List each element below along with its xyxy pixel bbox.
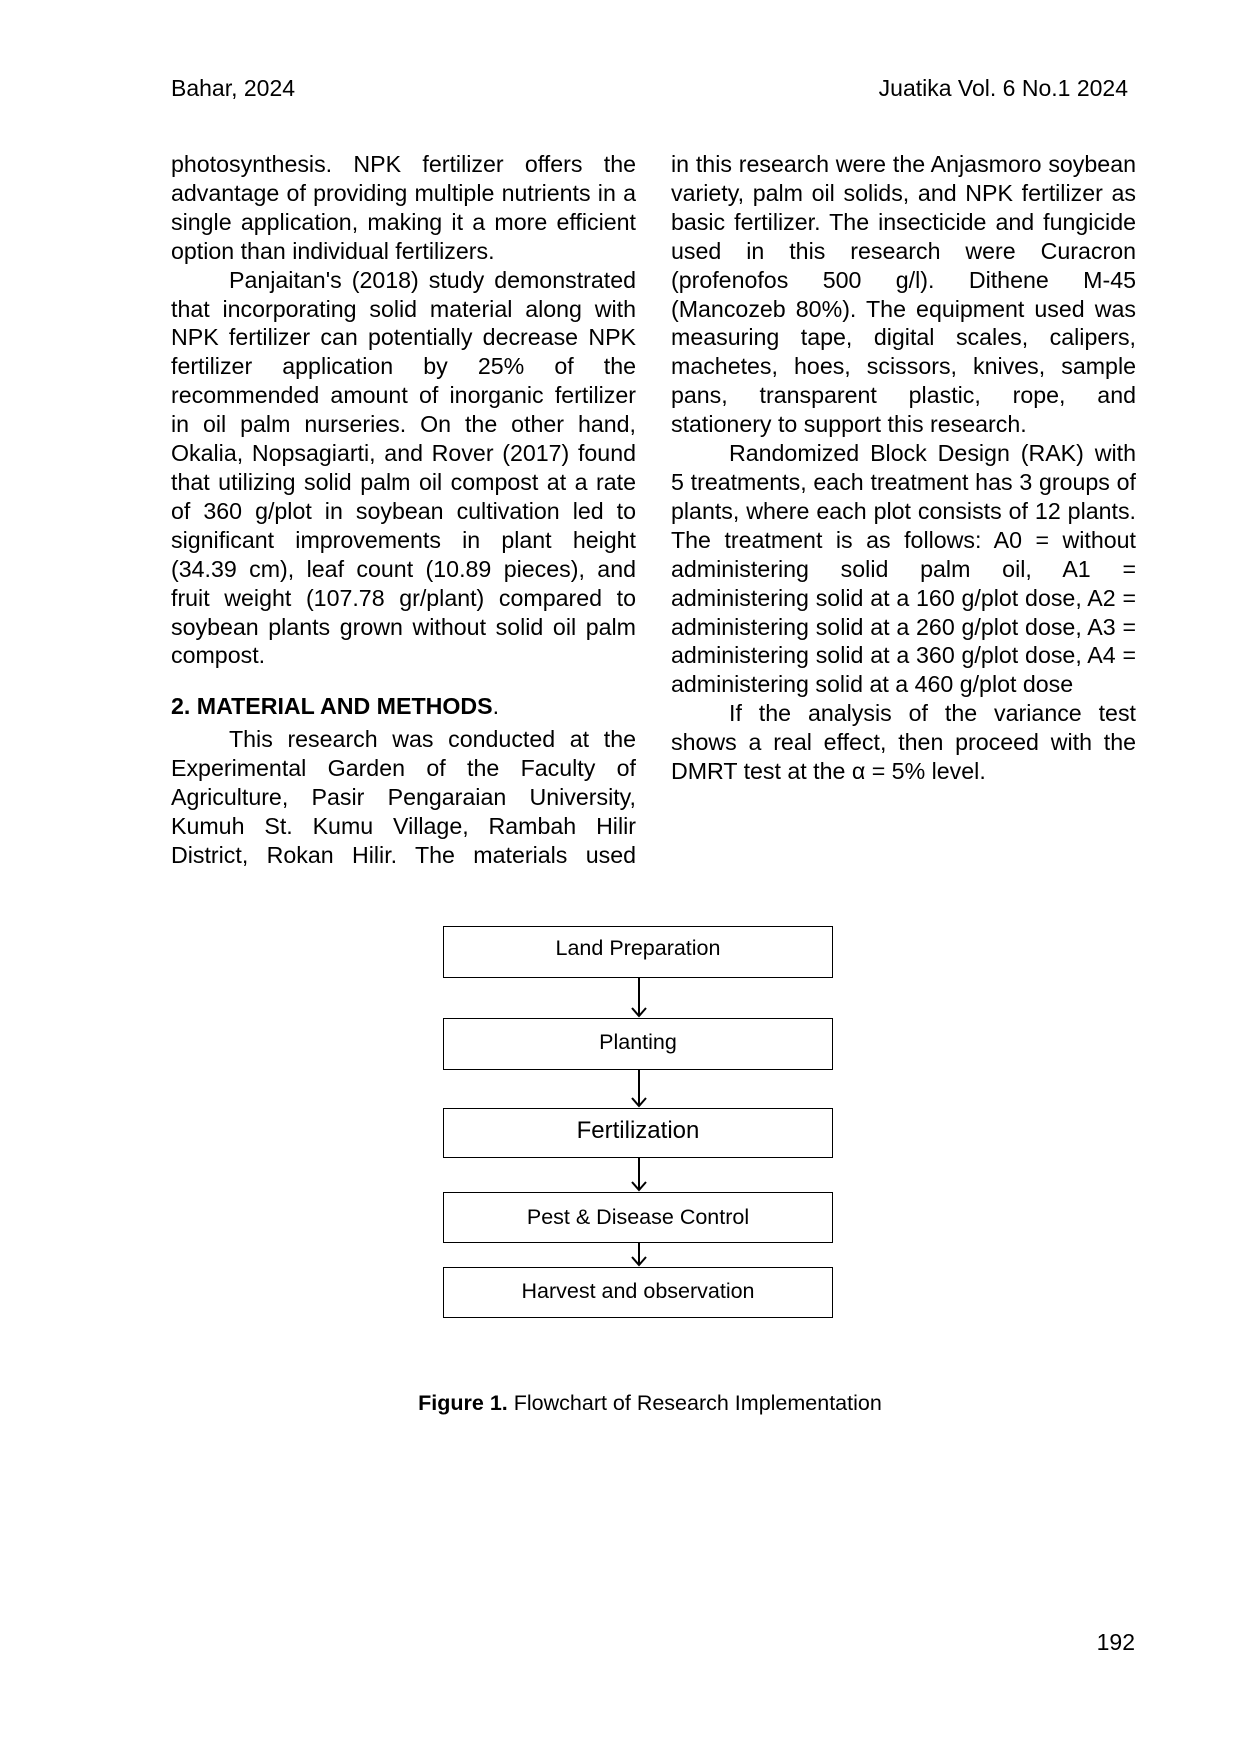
section-heading-text: 2. MATERIAL AND METHODS [171,693,493,720]
flow-arrow [629,1243,649,1267]
figure-label: Figure 1. [418,1391,508,1415]
section-heading-period: . [492,693,500,720]
flow-step-land-preparation [443,926,833,978]
figure-caption [0,1390,1240,1416]
flow-step-harvest-observation [443,1267,833,1318]
flow-arrow [629,978,649,1018]
paragraph: in this research were the Anjasmoro soybean variety, palm oil solids, and NPK fertilizer as basic fertilizer. The insecticide and fungicide used in this research were Curacron (profenofos 500 g/l). Dithene M-45 (Mancozeb 80%). The equipment used was measuring tape, digital scales, calipers, machetes, hoes, scissors, knives, sample pans, transparent plastic, rope, and stationery to support this research. [671,151,1136,438]
running-header-journal: Juatika Vol. 6 No.1 2024 [878,75,1128,101]
paragraph: photosynthesis. NPK fertilizer offers the advantage of providing multiple nutrients in a single application, making it a more efficient option than individual fertilizers. [171,151,636,264]
flow-step-planting [443,1018,833,1070]
flow-step-fertilization [443,1108,833,1158]
right-column [671,150,1136,786]
flow-step-pest-disease-control [443,1192,833,1243]
flow-arrow [629,1158,649,1192]
flow-step-label: Pest & Disease Control [526,1205,750,1229]
section-heading [171,692,636,721]
left-column [171,150,636,870]
flow-step-label: Land Preparation [555,936,721,960]
page-number: 192 [1096,1629,1135,1655]
running-header-author: Bahar, 2024 [171,75,296,101]
flow-step-label: Planting [599,1030,677,1054]
paragraph: Randomized Block Design (RAK) with 5 treatments, each treatment has 3 groups of plants, where each plot consists of 12 plants. The treatment is as follows: A0 = without administering solid palm oil, A1 = administering solid at a 160 g/plot dose, A2 = administering solid at a 260 g/plot dose, A3 = administering solid at a 360 g/plot dose, A4 = administering solid at a 460 g/plot dose [671,440,1136,698]
paragraph: This research was conducted at the Experimental Garden of the Faculty of Agriculture, Pasir Pengaraian University, Kumuh St. Kumu Village, Rambah Hilir District, Rokan Hilir. The materials used [171,726,636,868]
flow-step-label: Fertilization [576,1117,700,1144]
flow-step-label: Harvest and observation [521,1279,755,1303]
figure-caption-text: Flowchart of Research Implementation [507,1391,882,1415]
flow-arrow [629,1070,649,1108]
paragraph: If the analysis of the variance test shows a real effect, then proceed with the DMRT test at the α = 5% level. [671,700,1136,785]
paragraph: Panjaitan's (2018) study demonstrated that incorporating solid material along with NPK fertilizer can potentially decrease NPK fertilizer application by 25% of the recommended amount of inorganic fertilizer in oil palm nurseries. On the other hand, Okalia, Nopsagiarti, and Rover (2017) found that utilizing solid palm oil compost at a rate of 360 g/plot in soybean cultivation led to significant improvements in plant height (34.39 cm), leaf count (10.89 pieces), and fruit weight (107.78 gr/plant) compared to soybean plants grown without solid oil palm compost. [171,266,636,669]
